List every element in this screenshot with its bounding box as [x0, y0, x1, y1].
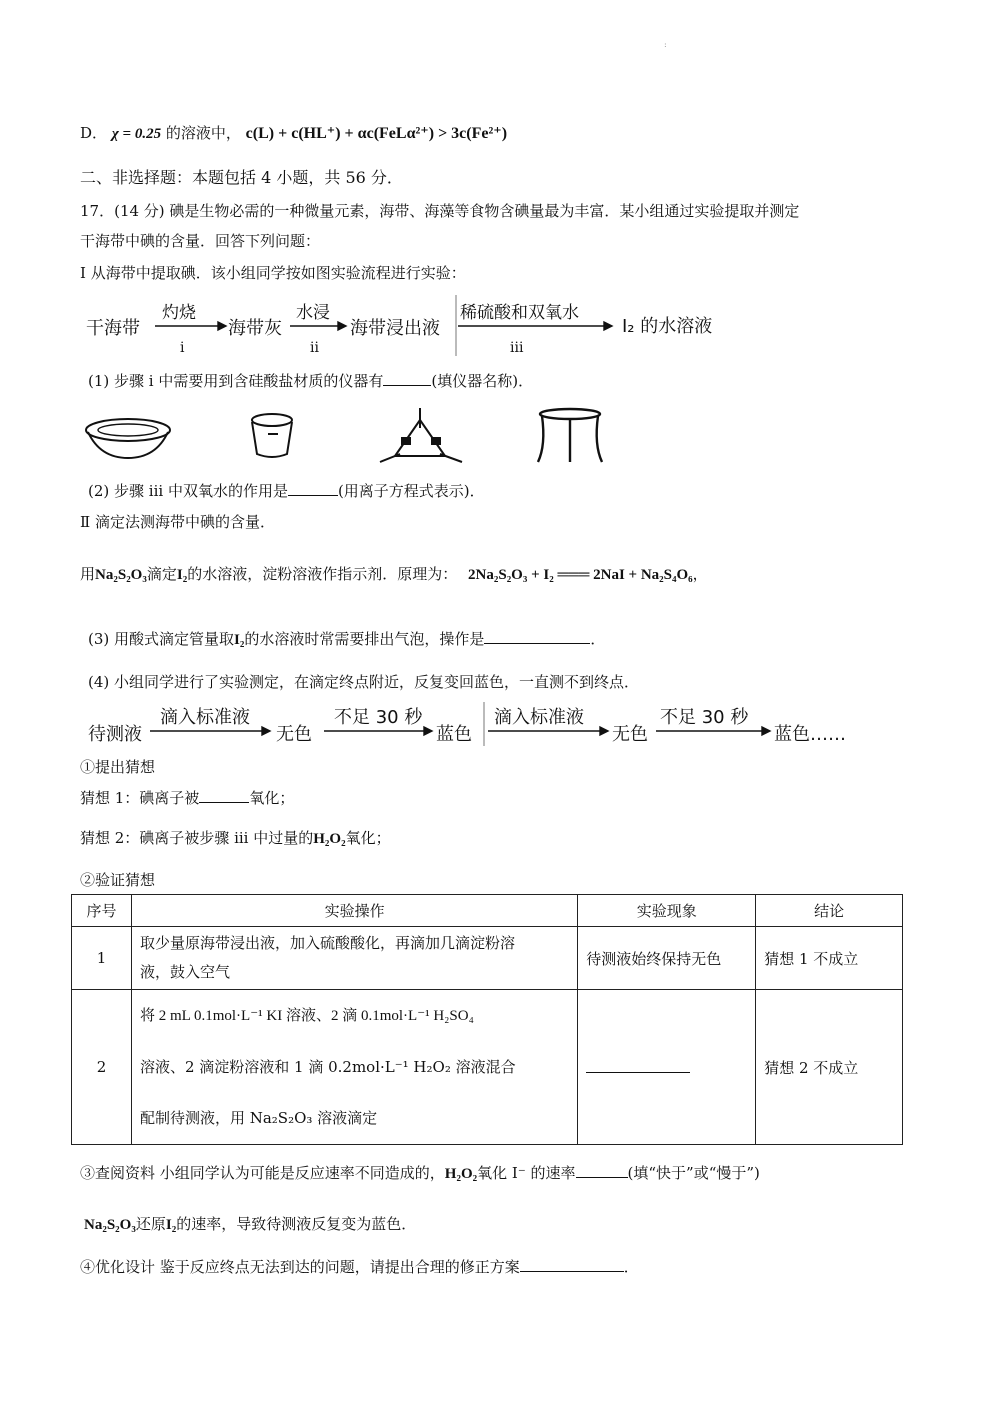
row-op-line: 配制待测液，用 Na₂S₂O₃ 溶液滴定 [139, 1108, 378, 1127]
hyp2-text-after: 氧化； [345, 829, 391, 847]
hypothesis-2 [80, 827, 391, 848]
part2-title: Ⅱ 滴定法测海带中碘的含量． [80, 513, 275, 531]
row-number: 2 [72, 990, 132, 1145]
titration-text-b: 滴定 [146, 565, 177, 583]
titration-text-c: 的水溶液，淀粉溶液作指示剂．原理为： [187, 565, 458, 583]
ref-answer-blank[interactable] [576, 1163, 628, 1178]
flow2-arrows [0, 690, 992, 750]
q2-text-before: (2) 步骤 iii 中双氧水的作用是 [88, 482, 288, 500]
q2-text-after: (用离子方程式表示)． [337, 482, 485, 500]
apparatus-row [80, 400, 620, 475]
option-d-formula: c(L) + c(HL⁺) + αc(FeLα²⁺) > 3c(Fe²⁺) [245, 125, 508, 142]
q3 [88, 628, 605, 649]
q3-end: ． [590, 630, 606, 648]
q1-text-before: (1) 步骤 i 中需要用到含硅酸盐材质的仪器有 [88, 372, 384, 390]
opt-answer-blank[interactable] [520, 1257, 624, 1272]
opt-end: ． [623, 1258, 639, 1276]
table-header: 结论 [756, 895, 903, 927]
q3-iodine: I₂ [234, 632, 245, 648]
titration-text-a: 用 [80, 565, 96, 583]
q17-intro-line1: 17．(14 分) 碘是生物必需的一种微量元素，海带、海藻等食物含碘量最为丰富．某小组通过实验提取并测定 [80, 202, 800, 220]
reference-line1 [80, 1162, 760, 1183]
table-header: 序号 [72, 895, 132, 927]
q1 [88, 370, 533, 391]
iodine-formula: I₂ [176, 567, 188, 583]
flow2-a3: 滴入标准液 [494, 707, 584, 728]
option-d-letter: D． [80, 124, 108, 142]
q17-intro-line2: 干海带中碘的含量．回答下列问题： [80, 232, 321, 250]
ref-i2: I₂ [165, 1217, 177, 1233]
q1-answer-blank[interactable] [383, 371, 431, 386]
hyp1-answer-blank[interactable] [199, 788, 249, 803]
flow2-s3: 无色 [612, 724, 648, 745]
q3-answer-blank[interactable] [484, 629, 590, 644]
flow1-s1: 海带灰 [228, 318, 282, 339]
row-op-line: 取少量原海带浸出液，加入硫酸酸化，再滴加几滴淀粉溶 [139, 934, 515, 952]
option-d-chi: χ = 0.25 [111, 126, 162, 142]
ref-line2-d: 的速率，导致待测液反复变为蓝色． [176, 1215, 417, 1233]
row-phenomenon: 待测液始终保持无色 [578, 927, 756, 990]
hypothesis-title: ①提出猜想 [80, 758, 156, 776]
row-conclusion: 猜想 1 不成立 [756, 927, 903, 990]
ref-na2s2o3: Na₂S₂O₃ [84, 1217, 136, 1233]
table-header: 实验现象 [578, 895, 756, 927]
option-d-text: 的溶液中， [165, 124, 241, 142]
hyp2-text-before: 猜想 2：碘离子被步骤 iii 中过量的 [80, 829, 314, 847]
flow1-a1-top: 灼烧 [162, 303, 196, 323]
flow1-a3-bot: iii [510, 340, 524, 356]
flow2-s4: 蓝色…… [774, 724, 846, 745]
q3-text-before: (3) 用酸式滴定管量取 [88, 630, 235, 648]
titration-comma: ， [692, 565, 708, 583]
ref-h2o2: H₂O₂ [444, 1166, 478, 1182]
flow2-s2: 蓝色 [436, 724, 472, 745]
row-op-line: 液，鼓入空气 [139, 963, 230, 981]
row-op-line: 溶液、2 滴淀粉溶液和 1 滴 0.2mol·L⁻¹ H₂O₂ 溶液混合 [139, 1057, 516, 1076]
q4-text: (4) 小组同学进行了实验测定，在滴定终点附近，反复变回蓝色，一直测不到终点． [88, 673, 640, 691]
section2-title: 二、非选择题：本题包括 4 小题，共 56 分． [80, 168, 403, 187]
row-operation [131, 990, 577, 1145]
row-operation [131, 927, 577, 990]
flow2-s0: 待测液 [88, 724, 142, 745]
flow1-s2: 海带浸出液 [350, 318, 440, 339]
evaporating-dish-icon [86, 419, 170, 458]
row-conclusion: 猜想 2 不成立 [756, 990, 903, 1145]
ref-line2-b: 还原 [135, 1215, 166, 1233]
titration-principle [80, 563, 708, 584]
hyp1-text-after: 氧化； [249, 789, 295, 807]
opt-text-before: ④优化设计 鉴于反应终点无法到达的问题，请提出合理的修正方案 [80, 1258, 520, 1276]
phenomenon-answer-blank[interactable] [586, 1058, 690, 1073]
row-op-line: 将 2 mL 0.1mol·L⁻¹ KI 溶液、2 滴 0.1mol·L⁻¹ H₂SO₄ [139, 1007, 474, 1024]
hyp2-h2o2: H₂O₂ [313, 831, 346, 847]
flow1-a1-bot: i [180, 340, 185, 356]
experiment-table [71, 894, 903, 1145]
flow1-arrows [0, 0, 992, 400]
flow2-s1: 无色 [276, 724, 312, 745]
flow2-a4: 不足 30 秒 [660, 707, 749, 728]
tripod-icon [538, 409, 602, 462]
hyp1-text-before: 猜想 1：碘离子被 [80, 789, 200, 807]
flow1-a3-top: 稀硫酸和双氧水 [460, 303, 579, 323]
hypothesis-1 [80, 787, 294, 808]
row-number: 1 [72, 927, 132, 990]
q2-answer-blank[interactable] [288, 481, 338, 496]
ref-text-before: ③查阅资料 小组同学认为可能是反应速率不同造成的， [80, 1164, 445, 1182]
q2 [88, 480, 485, 501]
page-mark: : [664, 40, 667, 49]
row-phenomenon [578, 990, 756, 1145]
flow1-s0: 干海带 [86, 318, 140, 339]
q1-text-after: (填仪器名称)． [431, 372, 534, 390]
part1-title: Ⅰ 从海带中提取碘．该小组同学按如图实验流程进行实验： [80, 264, 466, 282]
table-row [72, 990, 903, 1145]
table-row [72, 927, 903, 990]
titrant-formula: Na₂S₂O₃ [95, 567, 147, 583]
flow1-a2-top: 水浸 [296, 303, 330, 323]
verify-title: ②验证猜想 [80, 871, 156, 889]
ref-text-mid: 氧化 I⁻ 的速率 [477, 1164, 576, 1182]
flow1-s3: I₂ 的水溶液 [622, 316, 713, 337]
table-header: 实验操作 [131, 895, 577, 927]
reference-line2 [84, 1213, 416, 1234]
q3-text-after: 的水溶液时常需要排出气泡，操作是 [244, 630, 485, 648]
flow2-a1: 滴入标准液 [160, 707, 250, 728]
table-header-row [72, 895, 903, 927]
flow2-a2: 不足 30 秒 [334, 707, 423, 728]
ref-text-after: (填“快于”或“慢于”) [627, 1164, 760, 1182]
titration-equation: 2Na₂S₂O₃ + I₂ ═══ 2NaI + Na₂S₄O₆ [468, 567, 693, 583]
crucible-icon [252, 414, 292, 457]
clay-triangle-icon [380, 408, 462, 462]
flow1-a2-bot: ii [310, 340, 319, 356]
optimization [80, 1256, 639, 1277]
